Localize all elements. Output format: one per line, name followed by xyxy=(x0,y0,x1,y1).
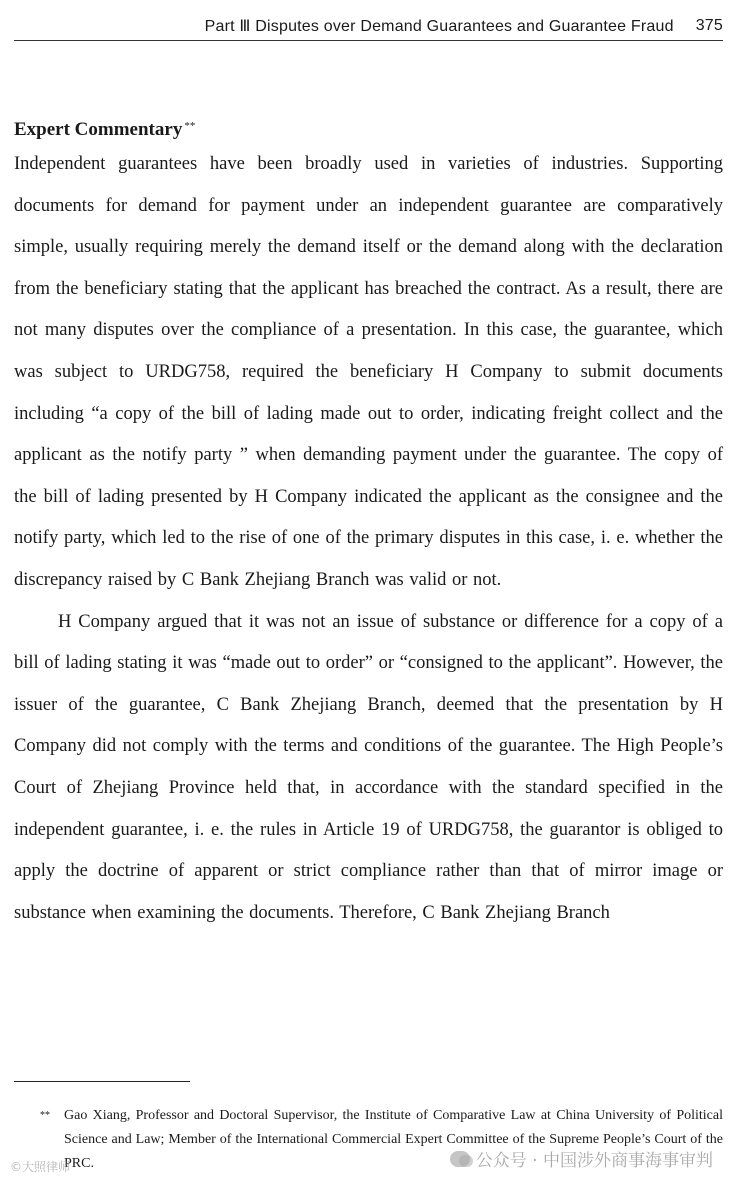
footnote-text: Gao Xiang, Professor and Doctoral Supervisor, the Institute of Comparative Law at China University of Political Science and Law; Member of the International Commercial Expert Committee of the Supreme People’s Court of the PRC. xyxy=(64,1108,723,1171)
page-number: 375 xyxy=(695,17,723,34)
section-heading-text: Expert Commentary xyxy=(14,119,183,140)
header-title: Part Ⅲ Disputes over Demand Guarantees and Guarantee Fraud xyxy=(204,18,674,35)
footnote-reference: ** xyxy=(184,120,196,132)
footnote-divider xyxy=(14,1081,190,1082)
paragraph-1: Independent guarantees have been broadly used in varieties of industries. Supporting documents for demand for payment under an independent guarantee are comparatively simple, usually requiring merely the demand itself or the demand along with the declaration from the beneficiary stating that the applicant has breached the contract. As a result, there are not many disputes over the compliance of a presentation. In this case, the guarantee, which was subject to URDG758, required the beneficiary H Company to submit documents including “a copy of the bill of lading made out to order, indicating freight collect and the applicant as the notify party ” when demanding payment under the guarantee. The copy of the bill of lading presented by H Company indicated the applicant as the consignee and the notify party, which led to the rise of one of the primary disputes in this case, i. e. whether the discrepancy raised by C Bank Zhejiang Branch was valid or not. xyxy=(14,154,723,590)
section-heading xyxy=(14,112,723,144)
footnote-mark: ** xyxy=(40,1110,50,1121)
main-content xyxy=(14,112,723,934)
wechat-icon xyxy=(450,1151,470,1167)
watermark-right-text: 公众号 · 中国涉外商事海事审判 xyxy=(475,1151,713,1171)
watermark-wechat xyxy=(450,1146,713,1171)
paragraph-2: H Company argued that it was not an issue of substance or difference for a copy of a bill of lading stating it was “made out to order” or “consigned to the applicant”. However, the issuer of the guarantee, C Bank Zhejiang Branch, deemed that the presentation by H Company did not comply with the terms and conditions of the guarantee. The High People’s Court of Zhejiang Province held that, in accordance with the standard specified in the independent guarantee, i. e. the rules in Article 19 of URDG758, the guarantor is obliged to apply the doctrine of apparent or strict compliance rather than that of mirror image or substance when examining the documents. Therefore, C Bank Zhejiang Branch xyxy=(14,611,723,923)
running-header xyxy=(14,12,723,41)
watermark-left: ©大照律师 xyxy=(10,1160,71,1174)
